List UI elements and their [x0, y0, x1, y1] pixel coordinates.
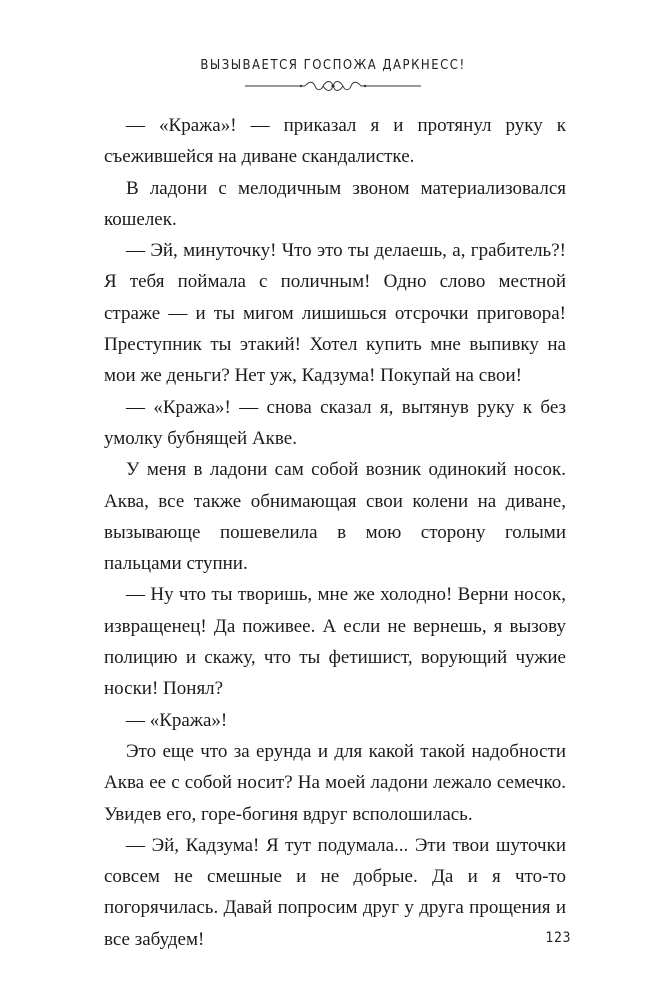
body-text: [104, 110, 566, 955]
running-head-title: ВЫЗЫВАЕТСЯ ГОСПОЖА ДАРКНЕСС!: [200, 58, 466, 73]
page-number: 123: [545, 930, 571, 946]
paragraph: В ладони с мелодичным звоном материализовался кошелек.: [104, 177, 566, 230]
paragraph: — «Кража»! — снова сказал я, вытянув руку к без умолку бубнящей Акве.: [104, 396, 566, 449]
paragraph: — Эй, Кадзума! Я тут подумала... Эти твои шуточки совсем не смешные и не добрые. Да и я что-то погорячилась. Давай попросим друг у друга прощения и все забудем!: [104, 834, 566, 950]
paragraph: — Ну что ты творишь, мне же холодно! Верни носок, извращенец! Да поживее. А если не вернешь, я вызову полицию и скажу, что ты фетишист, ворующий чужие носки! Понял?: [104, 584, 566, 700]
paragraph: — «Кража»! — приказал я и протянул руку к съежившейся на диване скандалистке.: [104, 115, 566, 168]
paragraph: — «Кража»!: [126, 709, 228, 731]
paragraph: У меня в ладони сам собой возник одинокий носок. Аква, все также обнимающая свои колени на диване, вызывающе пошевелила в мою сторону голыми пальцами ступни.: [104, 459, 566, 575]
flourish-divider-icon: [243, 79, 423, 93]
paragraph: — Эй, минуточку! Что это ты делаешь, а, грабитель?! Я тебя поймала с поличным! Одно слово местной страже — и ты мигом лишишься отсрочки приговора! Преступник ты этакий! Хотел купить мне выпивку на мои же деньги? Нет уж, Кадзума! Покупай на свои!: [104, 240, 566, 387]
paragraph: Это еще что за ерунда и для какой такой надобности Аква ее с собой носит? На моей ладони лежало семечко. Увидев его, горе-богиня вдруг всполошилась.: [104, 740, 566, 825]
